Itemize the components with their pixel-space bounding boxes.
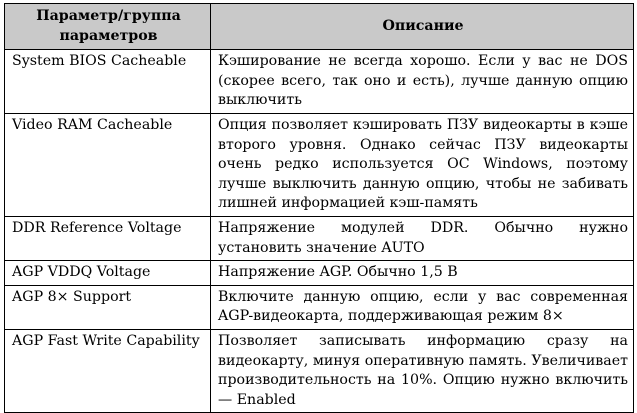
param-description: Напряжение AGP. Обычно 1,5 В [211, 261, 634, 286]
table-row [5, 50, 634, 114]
header-param: Параметр/группа параметров [5, 4, 211, 50]
param-name: AGP 8× Support [5, 285, 211, 329]
table-row [5, 285, 634, 329]
table-row [5, 329, 634, 412]
param-description: Кэширование не всегда хорошо. Если у вас не DOS (скорее всего, так оно и есть), лучше данную опцию выключить [211, 50, 634, 114]
param-name: Video RAM Cacheable [5, 113, 211, 216]
table-row [5, 113, 634, 216]
param-description: Напряжение модулей DDR. Обычно нужно установить значение AUTO [211, 216, 634, 260]
param-description: Включите данную опцию, если у вас современная AGP-видеокарта, поддерживающая режим 8× [211, 285, 634, 329]
param-description: Опция позволяет кэшировать ПЗУ видеокарты в кэше второго уровня. Однако сейчас ПЗУ видеокарты очень редко используется ОС Windows, поэтому лучше выключить данную опцию, чтобы не забивать лишней информацией кэш-память [211, 113, 634, 216]
table-header-row [5, 4, 634, 50]
param-description: Позволяет записывать информацию сразу на видеокарту, минуя оперативную память. Увеличивает производительность на 10%. Опцию нужно включить — Enabled [211, 329, 634, 412]
bios-parameters-table [4, 3, 634, 413]
param-name: System BIOS Cacheable [5, 50, 211, 114]
param-name: DDR Reference Voltage [5, 216, 211, 260]
header-description: Описание [211, 4, 634, 50]
table-row [5, 261, 634, 286]
param-name: AGP Fast Write Capability [5, 329, 211, 412]
param-name: AGP VDDQ Voltage [5, 261, 211, 286]
table-row [5, 216, 634, 260]
table-container [4, 3, 633, 413]
